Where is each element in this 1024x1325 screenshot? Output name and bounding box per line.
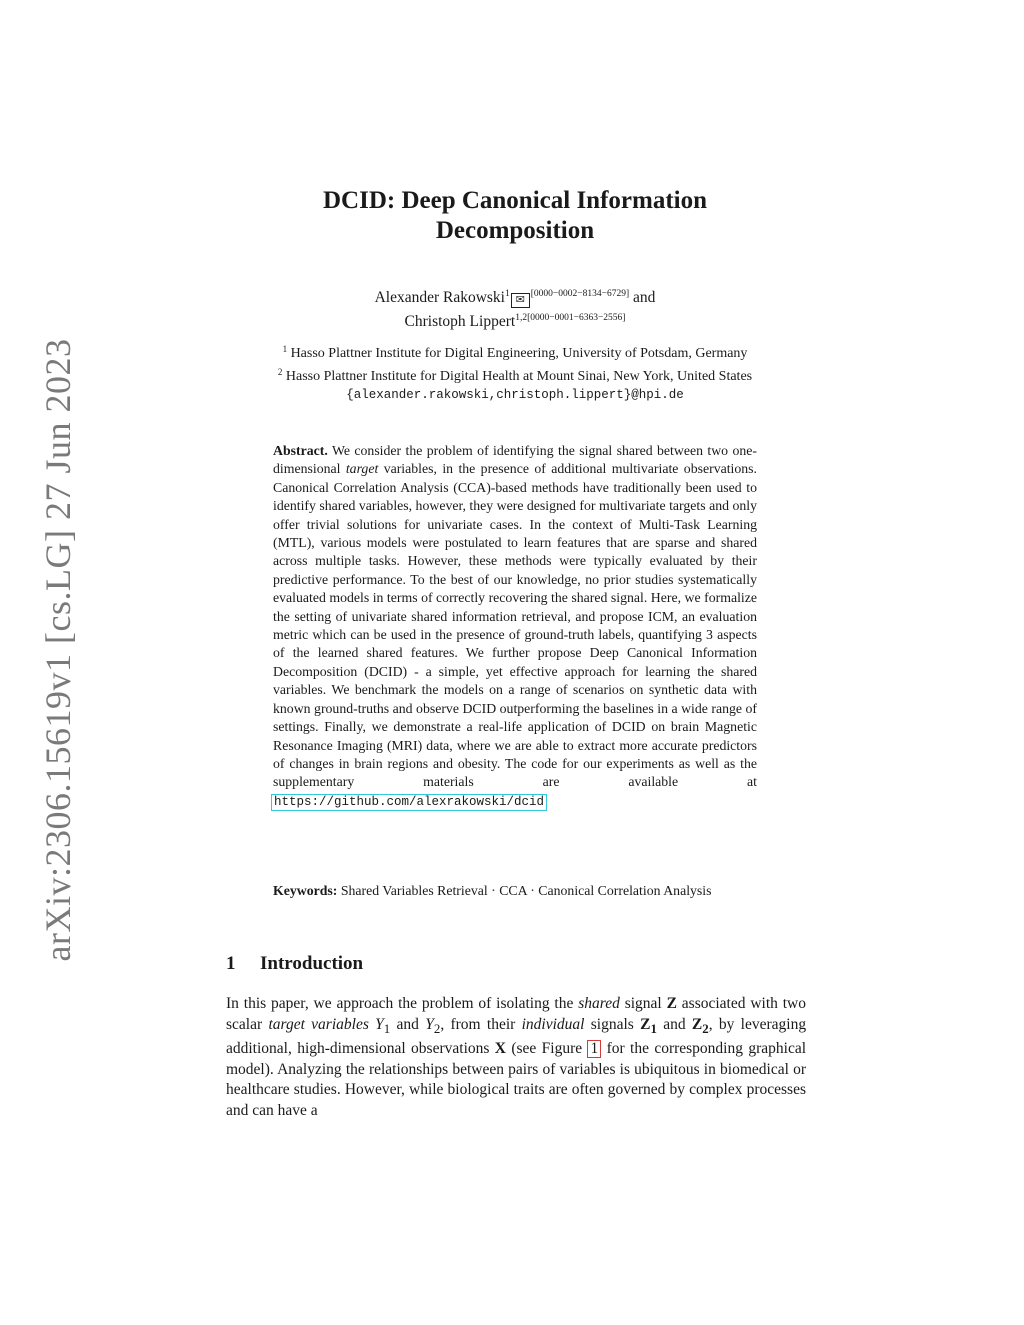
intro-text: In this paper, we approach the problem of isolating the xyxy=(226,995,574,1012)
affiliations xyxy=(225,340,805,404)
affiliation-2-mark: 2 xyxy=(277,367,283,377)
abstract-label: Abstract. xyxy=(273,443,328,458)
intro-text: for the corresponding graphical model). Analyzing the relationships between pairs of variables is ubiquitous in biomedical or healthcare studies. However, while biological traits are often governed by complex processes and can have a xyxy=(226,1040,807,1119)
intro-shared-term: shared xyxy=(578,995,620,1012)
math-z2-subscript: 2 xyxy=(702,1020,709,1036)
keywords-label: Keywords: xyxy=(273,883,338,898)
abstract-text-b: variables, in the presence of additional multivariate observations. Canonical Correlation Analysis (CCA)-based methods have traditionally been used to identify shared variables, however, they were designed for multivariate targets and only offer trivial solutions for univariate cases. In the context of Multi-Task Learning (MTL), various models were postulated to learn features that are sparse and shared across multiple tasks. However, these methods were typically evaluated by their predictive performance. To the best of our knowledge, no prior studies systematically evaluated models in terms of correctly recovering the shared signal. Here, we formalize the setting of univariate shared information retrieval, and propose ICM, an evaluation metric which can be used in the presence of ground-truth labels, quantifying 3 aspects of the learned shared features. We further propose Deep Canonical Information Decomposition (DCID) - a simple, yet effective approach for learning the shared variables. We benchmark the models on a range of scenarios on synthetic data with known ground-truths and observe DCID outperforming the baselines in a wide range of settings. Finally, we demonstrate a real-life application of DCID on brain Magnetic Resonance Imaging (MRI) data, where we are able to extract more accurate predictors of changes in brain regions and obesity. The code for our experiments as well as the supplementary materials are available at xyxy=(273,461,757,790)
math-y2: Y xyxy=(425,1015,434,1033)
math-z1: Z xyxy=(640,1015,651,1033)
abstract xyxy=(273,442,757,811)
keywords-text: Shared Variables Retrieval · CCA · Canonical Correlation Analysis xyxy=(340,883,712,898)
section-title: Introduction xyxy=(260,953,364,974)
mail-envelope-icon[interactable]: ✉ xyxy=(511,293,530,308)
author-2-name: Christoph Lippert xyxy=(404,313,516,330)
math-x: X xyxy=(494,1040,506,1058)
intro-individual-term: individual xyxy=(521,1015,585,1033)
author-list xyxy=(250,284,780,332)
math-z1-subscript: 1 xyxy=(650,1020,657,1036)
title-line-2: Decomposition xyxy=(435,217,595,244)
math-y1-subscript: 1 xyxy=(383,1020,391,1036)
intro-text: associated with two scalar xyxy=(226,995,807,1033)
math-y2-subscript: 2 xyxy=(433,1020,441,1036)
intro-text: , by leveraging additional, high-dimensional observations xyxy=(226,1015,807,1058)
author-line-2 xyxy=(250,308,780,332)
affiliation-1-mark: 1 xyxy=(282,344,288,354)
affiliation-2 xyxy=(225,363,805,404)
author-2-orcid[interactable]: [0000−0001−6363−2556] xyxy=(527,313,626,323)
author-1-orcid[interactable]: [0000−0002−8134−6729] xyxy=(530,289,630,299)
math-z: Z xyxy=(666,995,677,1012)
intro-target-variables-term: target variables xyxy=(268,1015,369,1033)
affiliation-1-text: Hasso Plattner Institute for Digital Engineering, University of Potsdam, Germany xyxy=(290,346,748,361)
author-2-affil-mark: 1,2 xyxy=(515,313,528,323)
abstract-target-term: target xyxy=(345,461,379,477)
intro-text: and xyxy=(663,1015,686,1033)
intro-text: signal xyxy=(624,995,662,1012)
section-heading xyxy=(226,952,363,976)
author-emails: {alexander.rakowski,christoph.lippert}@hpi.de xyxy=(346,388,684,402)
affiliation-2-text: Hasso Plattner Institute for Digital Health at Mount Sinai, New York, United States xyxy=(285,369,753,384)
math-z2: Z xyxy=(691,1015,703,1033)
section-number: 1 xyxy=(226,953,236,974)
code-repository-link[interactable]: https://github.com/alexrakowski/dcid xyxy=(271,794,547,811)
author-1-name: Alexander Rakowski xyxy=(374,289,505,306)
intro-text: (see Figure xyxy=(511,1040,583,1058)
math-y1: Y xyxy=(375,1015,384,1033)
title-line-1: DCID: Deep Canonical Information xyxy=(322,187,708,214)
abstract-text-a: We consider the problem of identifying the signal shared between two one-dimensional xyxy=(273,443,757,477)
paper-title xyxy=(250,186,780,246)
author-line-1 xyxy=(250,284,780,308)
introduction-paragraph xyxy=(226,994,806,1121)
author-1-affil-mark: 1 xyxy=(505,289,510,299)
intro-text: and xyxy=(396,1015,419,1033)
arxiv-identifier: arXiv:2306.15619v1 [cs.LG] 27 Jun 2023 xyxy=(38,338,78,962)
figure-reference-link[interactable]: 1 xyxy=(587,1040,601,1058)
intro-text: signals xyxy=(590,1015,634,1033)
author-conjunction: and xyxy=(633,289,656,306)
intro-text: , from their xyxy=(440,1015,516,1033)
keywords xyxy=(273,882,757,900)
affiliation-1 xyxy=(225,340,805,363)
